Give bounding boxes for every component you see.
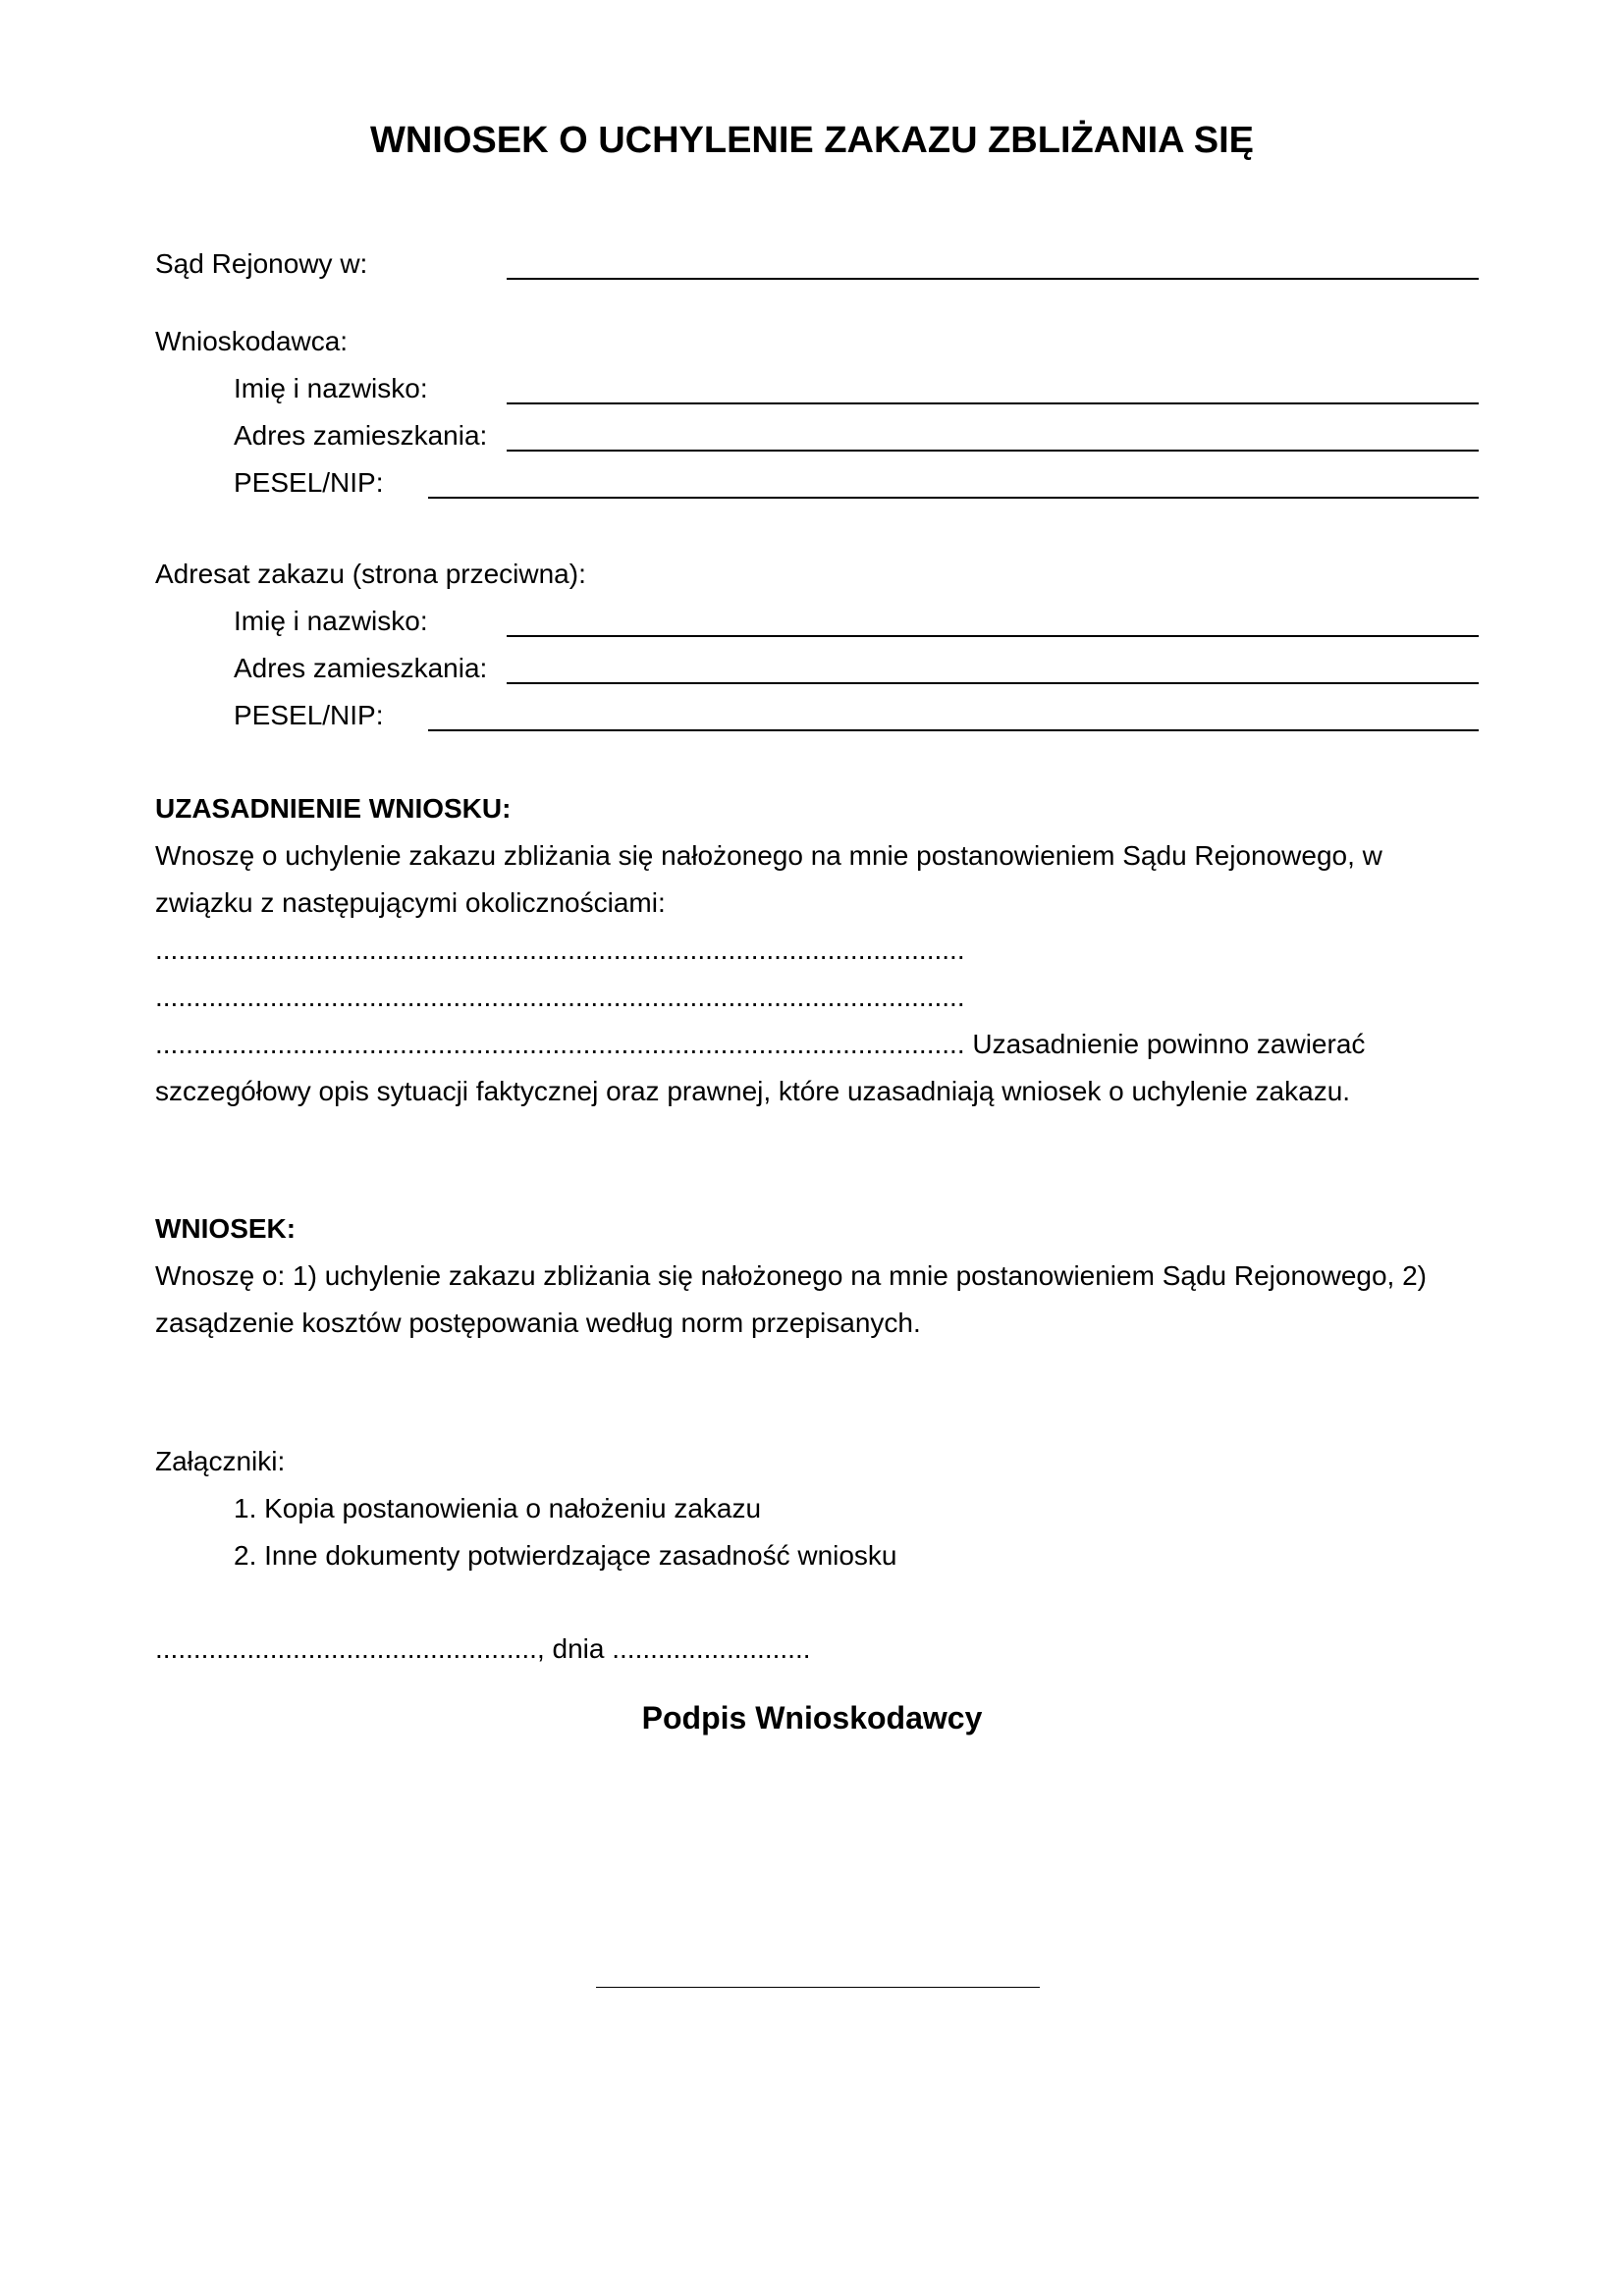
justification-heading: UZASADNIENIE WNIOSKU: [155, 793, 512, 824]
court-field-line[interactable] [507, 278, 1479, 280]
place-dots[interactable]: .................................................. [155, 1633, 537, 1664]
addressee-address-field-line[interactable] [507, 682, 1479, 684]
justification-text-line-2: związku z następującymi okolicznościami: [155, 887, 666, 918]
date-dots[interactable]: .......................... [612, 1633, 811, 1664]
addressee-id-label: PESEL/NIP: [234, 700, 384, 730]
dnia-label: , dnia [536, 1633, 605, 1664]
addressee-name-label: Imię i nazwisko: [234, 606, 428, 636]
signature-line[interactable] [596, 1987, 1040, 1988]
justification-text-line-1: Wnoszę o uchylenie zakazu zbliżania się nałożonego na mnie postanowieniem Sądu Rejonowego, w [155, 840, 1382, 871]
attachment-item-2: 2. Inne dokumenty potwierdzające zasadność wniosku [234, 1540, 897, 1571]
document-title: WNIOSEK O UCHYLENIE ZAKAZU ZBLIŻANIA SIĘ [369, 120, 1255, 161]
justification-note-start: Uzasadnienie powinno zawierać [972, 1029, 1366, 1059]
justification-dots-line-1: .......................................................................................................... [155, 934, 965, 965]
applicant-id-label: PESEL/NIP: [234, 467, 384, 498]
request-text-line-2: zasądzenie kosztów postępowania według norm przepisanych. [155, 1308, 921, 1338]
applicant-address-field-line[interactable] [507, 450, 1479, 452]
justification-dots-line-2: .......................................................................................................... [155, 982, 965, 1012]
justification-dots-3: .......................................................................................................... [155, 1029, 965, 1059]
signature-label: Podpis Wnioskodawcy [641, 1700, 983, 1735]
applicant-id-field-line[interactable] [428, 497, 1479, 499]
applicant-name-field-line[interactable] [507, 402, 1479, 404]
applicant-address-label: Adres zamieszkania: [234, 420, 488, 451]
attachment-item-1: 1. Kopia postanowienia o nałożeniu zakazu [234, 1493, 762, 1523]
justification-note-end: szczegółowy opis sytuacji faktycznej oraz prawnej, które uzasadniają wniosek o uchylenie zakazu. [155, 1076, 1351, 1106]
place-date-line [155, 1626, 811, 1673]
request-heading: WNIOSEK: [155, 1213, 297, 1244]
addressee-name-field-line[interactable] [507, 635, 1479, 637]
attachments-heading: Załączniki: [155, 1446, 286, 1476]
applicant-heading: Wnioskodawca: [155, 326, 349, 356]
justification-dots-line-3 [155, 1021, 1365, 1068]
request-text-line-1: Wnoszę o: 1) uchylenie zakazu zbliżania się nałożonego na mnie postanowieniem Sądu Rejonowego, 2) [155, 1260, 1427, 1291]
applicant-name-label: Imię i nazwisko: [234, 373, 428, 403]
addressee-id-field-line[interactable] [428, 729, 1479, 731]
addressee-address-label: Adres zamieszkania: [234, 653, 488, 683]
court-label: Sąd Rejonowy w: [155, 248, 368, 279]
addressee-heading: Adresat zakazu (strona przeciwna): [155, 559, 586, 589]
